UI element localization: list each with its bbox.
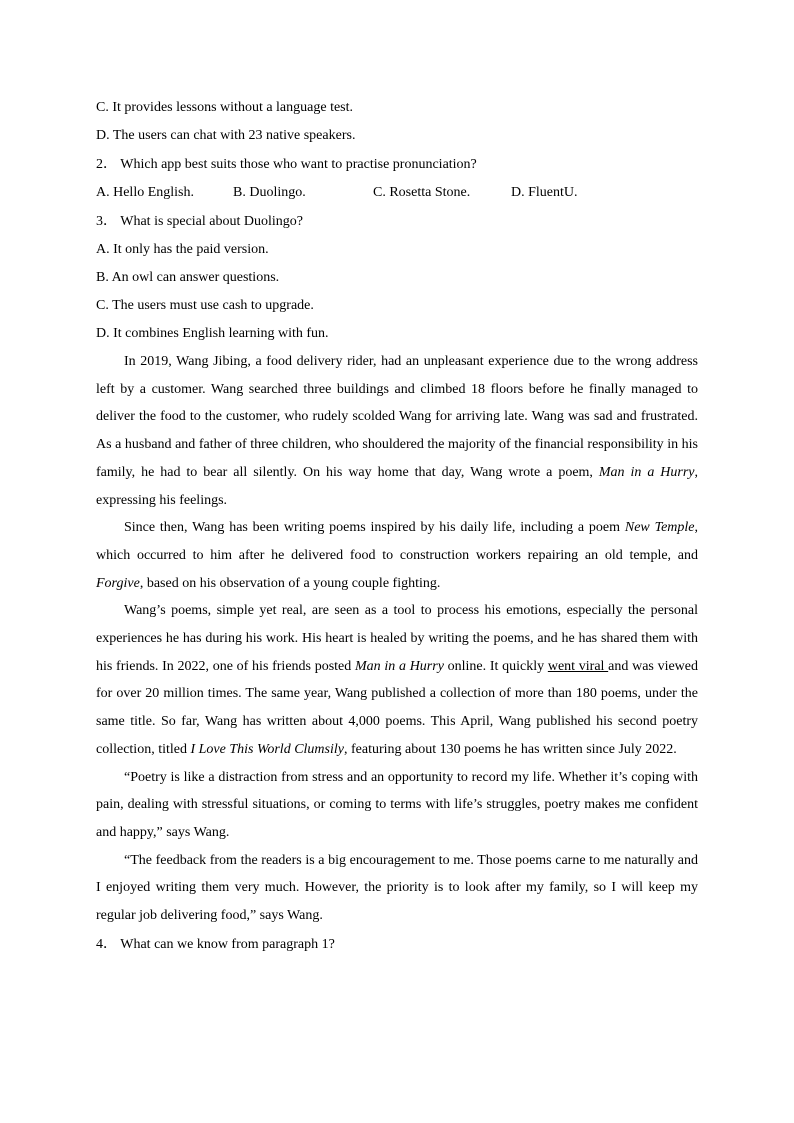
poem-title-new-temple: New Temple (624, 520, 695, 536)
q3-stem: 3． What is special about Duolingo? (96, 214, 303, 229)
q1-option-d: D. The users can chat with 23 native speakers. (96, 128, 356, 143)
p1-text-b: , expressing his feelings. (96, 464, 698, 508)
q2-option-c: C. Rosetta Stone. (373, 185, 471, 200)
passage-paragraph-3 (96, 597, 698, 763)
q3-option-a: A. It only has the paid version. (96, 242, 269, 257)
q3-option-b: B. An owl can answer questions. (96, 270, 280, 285)
page-content (96, 94, 698, 959)
p3-text-a: Wang’s poems, simple yet real, are seen as a tool to process his emotions, especially the personal experiences he has during his work. His heart is healed by writing the poems, and he has shared them with his friends. In 2022, one of his friends posted (96, 603, 698, 674)
p3-text-c: and was viewed for over 20 million times. The same year, Wang published a collection of more than 180 poems, under the same title. So far, Wang has written about 4,000 poems. This April, Wang published his second poetry collection, titled (96, 658, 699, 757)
passage-paragraph-5: “The feedback from the readers is a big encouragement to me. Those poems carne to me naturally and I enjoyed writing them very much. However, the priority is to look after my family, so I will keep my regular job delivering food,” says Wang. (96, 852, 698, 924)
passage-paragraph-1 (96, 348, 698, 514)
q3-option-c: C. The users must use cash to upgrade. (96, 298, 314, 313)
poem-title-forgive: Forgive (96, 575, 140, 591)
p2-text-a: Since then, Wang has been writing poems inspired by his daily life, including a poem (124, 520, 625, 536)
passage-paragraph-4: “Poetry is like a distraction from stress and an opportunity to record my life. Whether it’s coping with pain, dealing with stressful situations, or coming to terms with life’s struggles, poetry makes me confident and happy,” says Wang. (96, 769, 698, 840)
q2-option-a: A. Hello English. (96, 185, 194, 200)
p1-text-a: In 2019, Wang Jibing, a food delivery rider, had an unpleasant experience due to the wrong address left by a customer. Wang searched three buildings and climbed 18 floors before he finally managed to deliver the food to the customer, who rudely scolded Wang for arriving late. Wang was sad and frustrated. As a husband and father of three children, who shouldered the majority of the financial responsibility in his family, he had to bear all silently. On his way home that day, Wang wrote a poem, (96, 354, 698, 480)
q4-stem: 4． What can we know from paragraph 1? (96, 936, 335, 952)
passage-paragraph-2 (96, 514, 698, 597)
p3-text-b: online. It quickly (443, 658, 548, 674)
poem-title-man-in-a-hurry-2: Man in a Hurry (354, 658, 444, 674)
q2-option-b: B. Duolingo. (233, 185, 306, 200)
p2-text-c: , based on his observation of a young couple fighting. (139, 575, 441, 591)
poem-title-man-in-a-hurry: Man in a Hurry (598, 464, 695, 480)
collection-title-i-love-this-world-clumsily: I Love This World Clumsily (190, 741, 344, 757)
q2-stem: 2． Which app best suits those who want to practise pronunciation? (96, 157, 477, 172)
underlined-phrase-went-viral: went viral (547, 658, 609, 674)
q2-options (96, 179, 698, 207)
p2-text-b: , which occurred to him after he delivered food to construction workers repairing an old temple, and (96, 520, 698, 563)
q1-option-c: C. It provides lessons without a language test. (96, 100, 354, 115)
q2-option-d: D. FluentU. (511, 185, 578, 200)
p3-text-d: , featuring about 130 poems he has written since July 2022. (343, 741, 677, 757)
q3-option-d: D. It combines English learning with fun. (96, 326, 329, 341)
